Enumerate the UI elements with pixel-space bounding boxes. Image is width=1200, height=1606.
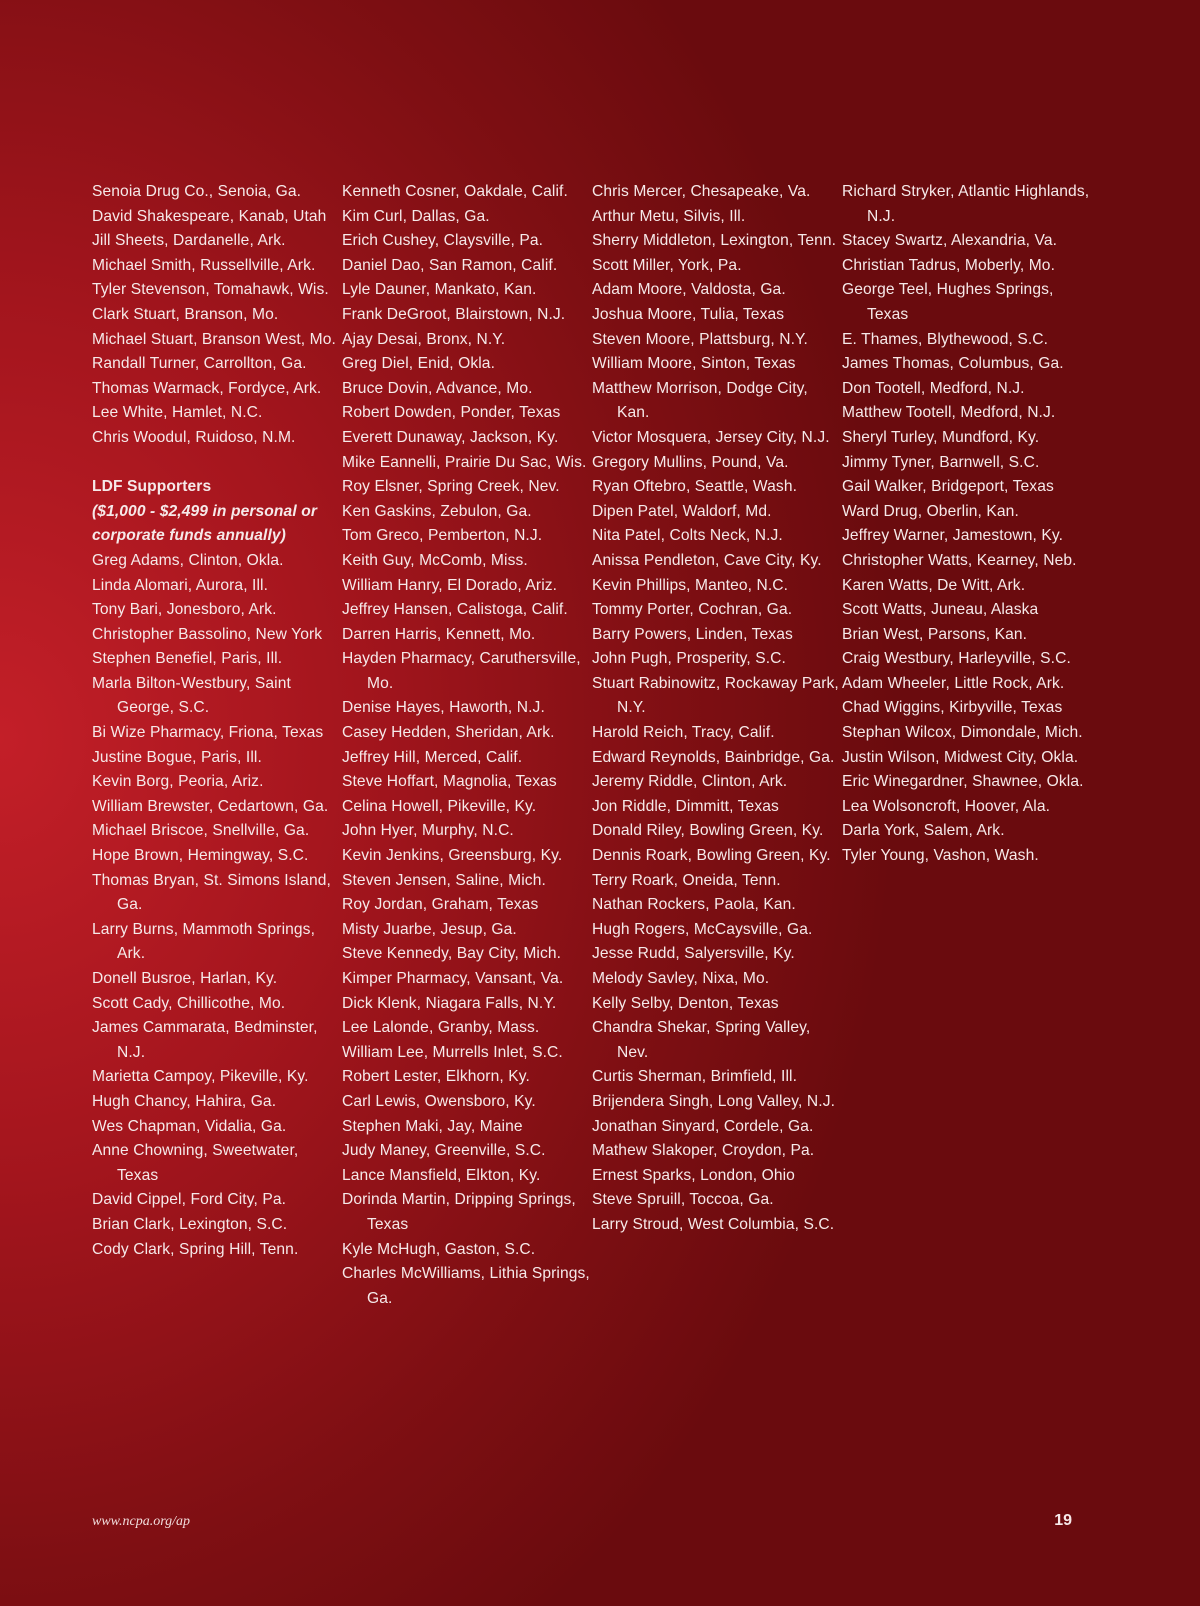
list-item: Lance Mansfield, Elkton, Ky. — [342, 1166, 541, 1184]
list-item: Jesse Rudd, Salyersville, Ky. — [592, 945, 795, 963]
list-item: Dick Klenk, Niagara Falls, N.Y. — [342, 994, 557, 1012]
list-item: James Thomas, Columbus, Ga. — [842, 355, 1064, 373]
list-item: Jeffrey Hill, Merced, Calif. — [342, 748, 523, 766]
list-item: Kevin Borg, Peoria, Ariz. — [92, 773, 264, 791]
list-item: Scott Miller, York, Pa. — [592, 256, 742, 274]
list-item: Lea Wolsoncroft, Hoover, Ala. — [842, 797, 1051, 815]
list-item: Jeremy Riddle, Clinton, Ark. — [592, 773, 788, 791]
column-2 — [342, 180, 592, 1311]
list-item: Christian Tadrus, Moberly, Mo. — [842, 256, 1056, 274]
list-item: Misty Juarbe, Jesup, Ga. — [342, 920, 517, 938]
list-item: Denise Hayes, Haworth, N.J. — [342, 699, 545, 717]
list-item: James Cammarata, Bedminster, N.J. — [92, 1019, 318, 1061]
list-item: Michael Briscoe, Snellville, Ga. — [92, 822, 310, 840]
list-item: John Hyer, Murphy, N.C. — [342, 822, 514, 840]
list-item: William Lee, Murrells Inlet, S.C. — [342, 1043, 563, 1061]
list-item: Larry Stroud, West Columbia, S.C. — [592, 1215, 835, 1233]
list-item: Terry Roark, Oneida, Tenn. — [592, 871, 781, 889]
list-item: Arthur Metu, Silvis, Ill. — [592, 207, 746, 225]
list-item: Casey Hedden, Sheridan, Ark. — [342, 724, 555, 742]
list-item: David Shakespeare, Kanab, Utah — [92, 207, 327, 225]
list-item: Stephen Maki, Jay, Maine — [342, 1117, 523, 1135]
list-item: Jeffrey Warner, Jamestown, Ky. — [842, 527, 1064, 545]
list-item: Nita Patel, Colts Neck, N.J. — [592, 527, 783, 545]
list-item: Steven Moore, Plattsburg, N.Y. — [592, 330, 808, 348]
list-item: Jonathan Sinyard, Cordele, Ga. — [592, 1117, 814, 1135]
list-item: Craig Westbury, Harleyville, S.C. — [842, 650, 1071, 668]
list-item: Greg Diel, Enid, Okla. — [342, 355, 495, 373]
list-item: Matthew Tootell, Medford, N.J. — [842, 404, 1056, 422]
list-item: Christopher Watts, Kearney, Neb. — [842, 551, 1077, 569]
list-item: Marla Bilton-Westbury, Saint George, S.C. — [92, 674, 291, 717]
list-item: Dorinda Martin, Dripping Springs, Texas — [342, 1191, 576, 1233]
list-item: Steve Kennedy, Bay City, Mich. — [342, 945, 562, 963]
list-item: Sherry Middleton, Lexington, Tenn. — [592, 232, 837, 250]
footer-url: www.ncpa.org/ap — [92, 1514, 191, 1529]
page-number: 19 — [1054, 1512, 1072, 1529]
supporter-list — [92, 180, 1092, 1311]
list-item: Adam Moore, Valdosta, Ga. — [592, 281, 786, 299]
list-item: Harold Reich, Tracy, Calif. — [592, 724, 775, 742]
list-item: Hayden Pharmacy, Caruthersville, Mo. — [342, 650, 581, 692]
list-item: Kim Curl, Dallas, Ga. — [342, 207, 490, 225]
list-item: Chris Woodul, Ruidoso, N.M. — [92, 428, 296, 446]
list-item: Brian Clark, Lexington, S.C. — [92, 1215, 288, 1233]
list-item: Joshua Moore, Tulia, Texas — [592, 305, 785, 323]
list-item: Anne Chowning, Sweetwater, Texas — [92, 1142, 299, 1184]
list-item: Brian West, Parsons, Kan. — [842, 625, 1028, 643]
list-item: Bruce Dovin, Advance, Mo. — [342, 379, 533, 397]
list-item: Kevin Phillips, Manteo, N.C. — [592, 576, 789, 594]
list-item: Kyle McHugh, Gaston, S.C. — [342, 1240, 536, 1258]
list-item: Marietta Campoy, Pikeville, Ky. — [92, 1068, 309, 1086]
list-item: Dipen Patel, Waldorf, Md. — [592, 502, 772, 520]
list-item: Hugh Chancy, Hahira, Ga. — [92, 1092, 277, 1110]
list-item: Edward Reynolds, Bainbridge, Ga. — [592, 748, 835, 766]
list-item: Ajay Desai, Bronx, N.Y. — [342, 330, 506, 348]
list-item: Donell Busroe, Harlan, Ky. — [92, 970, 278, 987]
section-spacer — [92, 451, 342, 476]
list-item: Eric Winegardner, Shawnee, Okla. — [842, 773, 1084, 791]
list-item: E. Thames, Blythewood, S.C. — [842, 330, 1049, 348]
list-item: Lee Lalonde, Granby, Mass. — [342, 1019, 540, 1037]
section-subtitle: ($1,000 - $2,499 in personal or corporate funds annually) — [92, 502, 317, 545]
list-item: Brijendera Singh, Long Valley, N.J. — [592, 1092, 836, 1110]
list-item: Justin Wilson, Midwest City, Okla. — [842, 748, 1079, 766]
list-item: Tony Bari, Jonesboro, Ark. — [92, 601, 277, 619]
list-item: Larry Burns, Mammoth Springs, Ark. — [92, 920, 316, 963]
list-item: Tyler Young, Vashon, Wash. — [842, 847, 1039, 865]
list-item: Chad Wiggins, Kirbyville, Texas — [842, 699, 1063, 717]
list-item: Kenneth Cosner, Oakdale, Calif. — [342, 183, 568, 200]
list-item: William Hanry, El Dorado, Ariz. — [342, 576, 558, 594]
list-item: Linda Alomari, Aurora, Ill. — [92, 576, 269, 594]
list-item: Steve Hoffart, Magnolia, Texas — [342, 773, 557, 791]
list-item: Clark Stuart, Branson, Mo. — [92, 305, 279, 323]
list-item: Celina Howell, Pikeville, Ky. — [342, 797, 537, 815]
list-item: Kevin Jenkins, Greensburg, Ky. — [342, 847, 563, 865]
list-item: Gregory Mullins, Pound, Va. — [592, 453, 789, 471]
list-item: Randall Turner, Carrollton, Ga. — [92, 355, 307, 373]
list-item: Christopher Bassolino, New York — [92, 625, 323, 643]
list-item: Matthew Morrison, Dodge City, Kan. — [592, 379, 808, 422]
list-item: David Cippel, Ford City, Pa. — [92, 1191, 287, 1209]
list-item: John Pugh, Prosperity, S.C. — [592, 650, 786, 668]
list-item: Adam Wheeler, Little Rock, Ark. — [842, 674, 1065, 692]
list-item: Richard Stryker, Atlantic Highlands, N.J. — [842, 183, 1090, 225]
list-item: Scott Watts, Juneau, Alaska — [842, 601, 1039, 619]
list-item: Barry Powers, Linden, Texas — [592, 625, 793, 643]
list-item: Erich Cushey, Claysville, Pa. — [342, 232, 544, 250]
list-item: Everett Dunaway, Jackson, Ky. — [342, 428, 559, 446]
list-item: Ken Gaskins, Zebulon, Ga. — [342, 502, 532, 520]
list-item: Tyler Stevenson, Tomahawk, Wis. — [92, 281, 329, 299]
list-item: Victor Mosquera, Jersey City, N.J. — [592, 428, 830, 446]
list-item: Melody Savley, Nixa, Mo. — [592, 970, 770, 987]
list-item: Stephen Benefiel, Paris, Ill. — [92, 650, 283, 668]
list-item: Frank DeGroot, Blairstown, N.J. — [342, 305, 566, 323]
list-item: Jimmy Tyner, Barnwell, S.C. — [842, 453, 1040, 471]
list-item: Hugh Rogers, McCaysville, Ga. — [592, 920, 813, 938]
list-item: Cody Clark, Spring Hill, Tenn. — [92, 1240, 299, 1258]
list-item: Jeffrey Hansen, Calistoga, Calif. — [342, 601, 568, 619]
list-item: Ernest Sparks, London, Ohio — [592, 1166, 795, 1184]
list-item: Mathew Slakoper, Croydon, Pa. — [592, 1142, 815, 1160]
list-item: Keith Guy, McComb, Miss. — [342, 551, 528, 569]
list-item: Stacey Swartz, Alexandria, Va. — [842, 232, 1058, 250]
column-4 — [842, 180, 1092, 1311]
list-item: Curtis Sherman, Brimfield, Ill. — [592, 1068, 798, 1086]
list-item: Chandra Shekar, Spring Valley, Nev. — [592, 1019, 811, 1061]
list-item: Robert Dowden, Ponder, Texas — [342, 404, 561, 422]
list-item: Stuart Rabinowitz, Rockaway Park, N.Y. — [592, 674, 839, 717]
list-item: Don Tootell, Medford, N.J. — [842, 379, 1025, 397]
list-item: Bi Wize Pharmacy, Friona, Texas — [92, 724, 324, 742]
list-item: Ward Drug, Oberlin, Kan. — [842, 502, 1019, 520]
list-item: Lee White, Hamlet, N.C. — [92, 404, 263, 422]
list-item: Daniel Dao, San Ramon, Calif. — [342, 256, 558, 274]
list-item: Nathan Rockers, Paola, Kan. — [592, 896, 796, 914]
list-item: Stephan Wilcox, Dimondale, Mich. — [842, 724, 1083, 742]
list-item: Jon Riddle, Dimmitt, Texas — [592, 797, 779, 815]
list-item: Kimper Pharmacy, Vansant, Va. — [342, 970, 564, 987]
list-item: George Teel, Hughes Springs, Texas — [842, 281, 1054, 323]
list-item: Scott Cady, Chillicothe, Mo. — [92, 994, 286, 1012]
list-item: Senoia Drug Co., Senoia, Ga. — [92, 183, 302, 200]
column-3 — [592, 180, 842, 1311]
list-item: Greg Adams, Clinton, Okla. — [92, 551, 284, 569]
list-item: Ryan Oftebro, Seattle, Wash. — [592, 478, 798, 496]
list-item: Carl Lewis, Owensboro, Ky. — [342, 1092, 536, 1110]
list-item: William Brewster, Cedartown, Ga. — [92, 797, 329, 815]
list-item: Judy Maney, Greenville, S.C. — [342, 1142, 546, 1160]
list-item: Karen Watts, De Witt, Ark. — [842, 576, 1026, 594]
list-item: Steven Jensen, Saline, Mich. — [342, 871, 546, 889]
list-item: Darren Harris, Kennett, Mo. — [342, 625, 536, 643]
list-item: Thomas Bryan, St. Simons Island, Ga. — [92, 871, 331, 914]
list-item: Darla York, Salem, Ark. — [842, 822, 1005, 840]
list-item: Charles McWilliams, Lithia Springs, Ga. — [342, 1265, 590, 1307]
column-1 — [92, 180, 342, 1311]
list-item: Kelly Selby, Denton, Texas — [592, 994, 779, 1012]
list-item: Chris Mercer, Chesapeake, Va. — [592, 183, 811, 200]
list-item: Michael Stuart, Branson West, Mo. — [92, 330, 336, 348]
list-item: Wes Chapman, Vidalia, Ga. — [92, 1117, 287, 1135]
list-item: Donald Riley, Bowling Green, Ky. — [592, 822, 824, 840]
list-item: Dennis Roark, Bowling Green, Ky. — [592, 847, 831, 865]
list-item: Sheryl Turley, Mundford, Ky. — [842, 428, 1040, 446]
list-item: Mike Eannelli, Prairie Du Sac, Wis. — [342, 453, 587, 471]
list-item: Anissa Pendleton, Cave City, Ky. — [592, 551, 822, 569]
list-item: Robert Lester, Elkhorn, Ky. — [342, 1068, 530, 1086]
list-item: Gail Walker, Bridgeport, Texas — [842, 478, 1054, 496]
list-item: Michael Smith, Russellville, Ark. — [92, 256, 316, 274]
list-item: Lyle Dauner, Mankato, Kan. — [342, 281, 537, 299]
list-item: Justine Bogue, Paris, Ill. — [92, 748, 262, 766]
list-item: Roy Jordan, Graham, Texas — [342, 896, 539, 914]
list-item: Thomas Warmack, Fordyce, Ark. — [92, 379, 322, 397]
list-item: Hope Brown, Hemingway, S.C. — [92, 847, 309, 865]
list-item: William Moore, Sinton, Texas — [592, 355, 796, 373]
list-item: Roy Elsner, Spring Creek, Nev. — [342, 478, 560, 496]
list-item: Tommy Porter, Cochran, Ga. — [592, 601, 793, 619]
section-title: LDF Supporters — [92, 478, 212, 496]
list-item: Tom Greco, Pemberton, N.J. — [342, 527, 543, 545]
list-item: Jill Sheets, Dardanelle, Ark. — [92, 232, 286, 250]
list-item: Steve Spruill, Toccoa, Ga. — [592, 1191, 774, 1209]
